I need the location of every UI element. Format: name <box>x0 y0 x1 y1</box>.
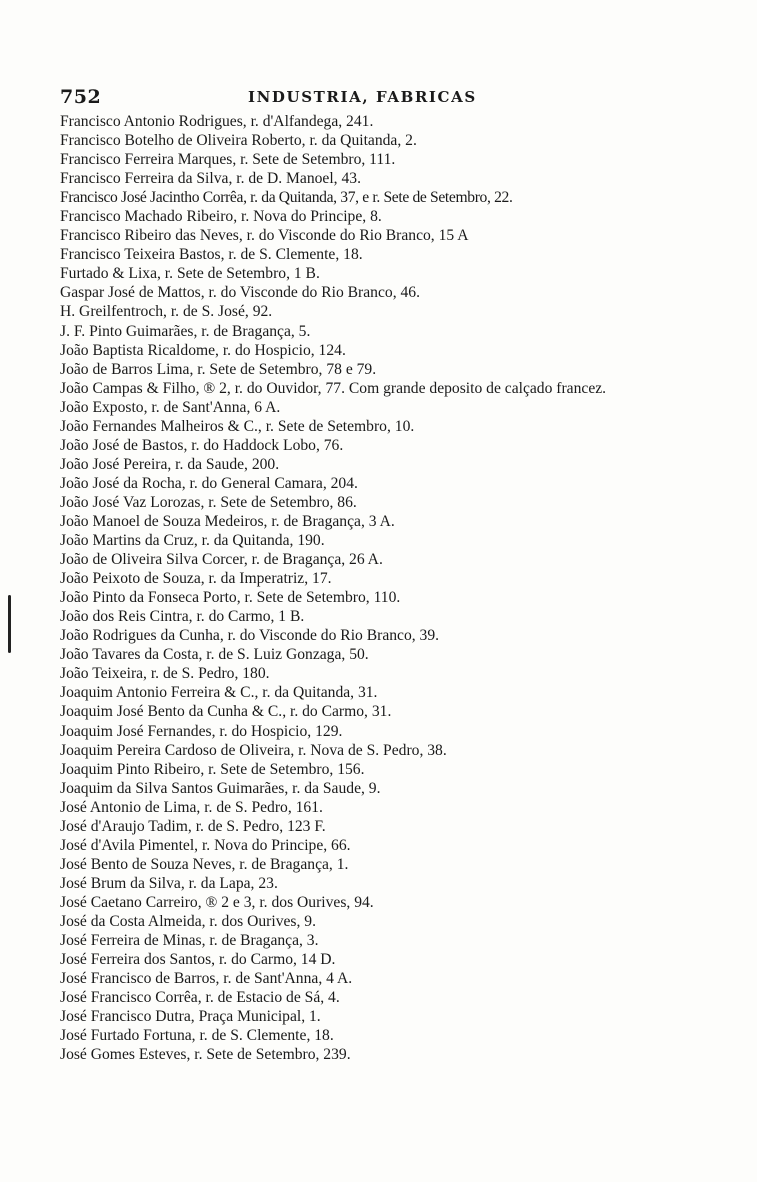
directory-entry: Gaspar José de Mattos, r. do Visconde do Rio Branco, 46. <box>60 284 420 302</box>
directory-entry: José Francisco Dutra, Praça Municipal, 1. <box>60 1008 321 1026</box>
directory-entry: José Francisco de Barros, r. de Sant'Anna, 4 A. <box>60 970 353 988</box>
directory-entry: Francisco Ferreira Marques, r. Sete de Setembro, 111. <box>60 151 396 169</box>
directory-entry: Francisco Ferreira da Silva, r. de D. Manoel, 43. <box>60 170 361 188</box>
directory-entry: João José da Rocha, r. do General Camara, 204. <box>60 474 358 492</box>
directory-entry: Francisco Antonio Rodrigues, r. d'Alfandega, 241. <box>60 113 374 130</box>
directory-entry: J. F. Pinto Guimarães, r. de Bragança, 5. <box>60 322 311 340</box>
directory-entry: Francisco Ribeiro das Neves, r. do Visconde do Rio Branco, 15 A <box>60 227 469 245</box>
directory-entry: João Rodrigues da Cunha, r. do Visconde do Rio Branco, 39. <box>60 627 440 645</box>
directory-entry: João Baptista Ricaldome, r. do Hospicio, 124. <box>60 341 346 359</box>
directory-entry: Joaquim José Bento da Cunha & C., r. do Carmo, 31. <box>60 703 392 721</box>
directory-entry: João José de Bastos, r. do Haddock Lobo, 76. <box>60 436 344 454</box>
directory-entry: José Ferreira dos Santos, r. do Carmo, 14 D. <box>60 951 336 969</box>
directory-entry: João José Vaz Lorozas, r. Sete de Setembro, 86. <box>60 493 357 511</box>
directory-entry: José Francisco Corrêa, r. de Estacio de Sá, 4. <box>60 989 340 1007</box>
page-header <box>60 86 700 108</box>
directory-entry: José da Costa Almeida, r. dos Ourives, 9. <box>60 912 316 930</box>
directory-entry: Francisco José Jacintho Corrêa, r. da Quitanda, 37, e r. Sete de Setembro, 22. <box>60 189 513 207</box>
directory-entry: José Caetano Carreiro, ® 2 e 3, r. dos Ourives, 94. <box>60 893 374 911</box>
directory-entry: Francisco Teixeira Bastos, r. de S. Clemente, 18. <box>60 246 363 264</box>
directory-entry: Joaquim Pinto Ribeiro, r. Sete de Setembro, 156. <box>60 760 365 778</box>
directory-entry: José Antonio de Lima, r. de S. Pedro, 161. <box>60 798 323 816</box>
directory-entry: Francisco Botelho de Oliveira Roberto, r. da Quitanda, 2. <box>60 132 417 150</box>
directory-entry: José Ferreira de Minas, r. de Bragança, 3. <box>60 932 319 950</box>
directory-entry: Francisco Machado Ribeiro, r. Nova do Principe, 8. <box>60 208 382 226</box>
directory-entry: João de Oliveira Silva Corcer, r. de Bragança, 26 A. <box>60 551 383 569</box>
page-number: 752 <box>60 86 102 108</box>
directory-entry: Joaquim José Fernandes, r. do Hospicio, 129. <box>60 722 343 740</box>
directory-entry: João Manoel de Souza Medeiros, r. de Bragança, 3 A. <box>60 512 395 530</box>
directory-entry: João Tavares da Costa, r. de S. Luiz Gonzaga, 50. <box>60 646 369 664</box>
running-head: INDUSTRIA, FABRICAS <box>248 88 477 106</box>
directory-entry: José Bento de Souza Neves, r. de Bragança, 1. <box>60 855 349 873</box>
directory-entry: Joaquim da Silva Santos Guimarães, r. da Saude, 9. <box>60 779 381 797</box>
directory-entry: João de Barros Lima, r. Sete de Setembro, 78 e 79. <box>60 360 377 378</box>
directory-entry: Joaquim Pereira Cardoso de Oliveira, r. Nova de S. Pedro, 38. <box>60 741 447 759</box>
directory-entry: João Teixeira, r. de S. Pedro, 180. <box>60 665 270 683</box>
directory-entry: João Fernandes Malheiros & C., r. Sete de Setembro, 10. <box>60 417 415 435</box>
margin-mark <box>8 595 11 653</box>
directory-list <box>60 112 710 1064</box>
directory-entry: José Furtado Fortuna, r. de S. Clemente, 18. <box>60 1027 334 1045</box>
directory-entry: H. Greilfentroch, r. de S. José, 92. <box>60 303 273 321</box>
directory-entry: João Exposto, r. de Sant'Anna, 6 A. <box>60 398 281 416</box>
directory-entry: João dos Reis Cintra, r. do Carmo, 1 B. <box>60 608 305 626</box>
directory-entry: João Martins da Cruz, r. da Quitanda, 190. <box>60 532 325 550</box>
directory-entry: João Pinto da Fonseca Porto, r. Sete de Setembro, 110. <box>60 589 401 607</box>
directory-entry: Joaquim Antonio Ferreira & C., r. da Quitanda, 31. <box>60 684 378 702</box>
directory-entry: José Gomes Esteves, r. Sete de Setembro, 239. <box>60 1046 351 1064</box>
directory-entry: Furtado & Lixa, r. Sete de Setembro, 1 B. <box>60 265 320 283</box>
directory-entry: José Brum da Silva, r. da Lapa, 23. <box>60 874 278 892</box>
directory-entry: João Campas & Filho, ® 2, r. do Ouvidor, 77. Com grande deposito de calçado francez. <box>60 379 607 397</box>
directory-entry: João José Pereira, r. da Saude, 200. <box>60 455 280 473</box>
directory-entry: José d'Araujo Tadim, r. de S. Pedro, 123 F. <box>60 817 326 835</box>
directory-entry: José d'Avila Pimentel, r. Nova do Principe, 66. <box>60 836 351 854</box>
directory-entry: João Peixoto de Souza, r. da Imperatriz, 17. <box>60 570 332 588</box>
